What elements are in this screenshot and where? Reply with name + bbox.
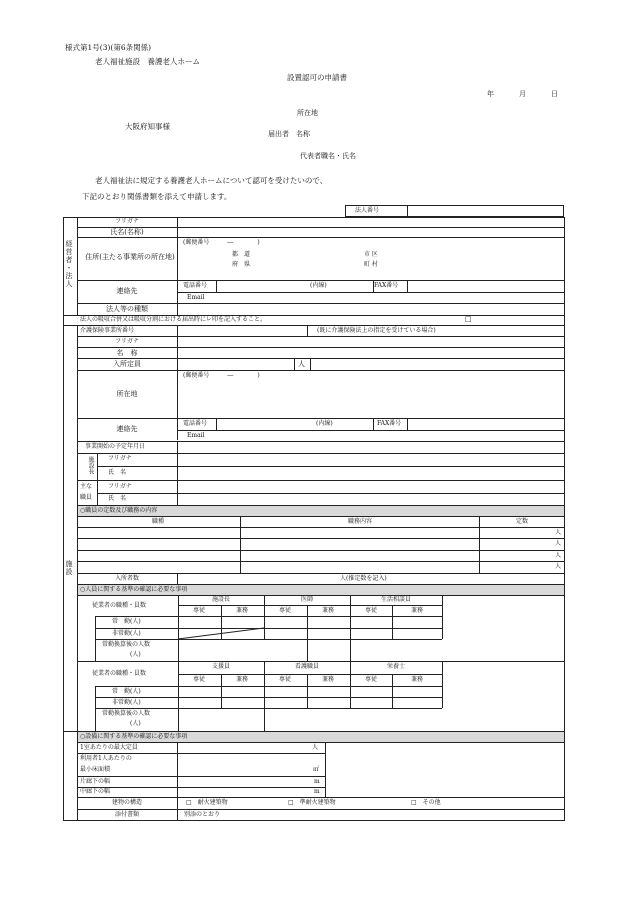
- start-date-label: 事業開始の予定年月日: [85, 443, 146, 450]
- corp-to: 都 道: [232, 251, 251, 258]
- corridor-single-label: 片廊下の幅: [80, 778, 111, 785]
- structure-option-semi-fireproof[interactable]: □ 準耐火建築物: [288, 799, 336, 806]
- criteria1-staff-kind: 従業者の職種・員数: [92, 602, 147, 609]
- criteria2-part-0: 兼務: [235, 676, 249, 683]
- criteria2-fte-unit: (人): [130, 720, 141, 727]
- equipment-section-title: ○設備に関する基準の確認に必要な事項: [80, 733, 188, 740]
- criteria1-full-0: 専従: [192, 607, 206, 614]
- criteria2-fte-label: 常勤換算後の人数: [102, 710, 151, 717]
- criteria2-staff-kind: 従業者の職種・員数: [92, 670, 147, 677]
- capacity-label: 入所定員: [113, 360, 141, 368]
- attachments-label: 添付書類: [114, 811, 140, 818]
- corp-number-label: 法人番号: [355, 207, 380, 214]
- criteria1-row-full: 常 勤(人): [112, 618, 141, 625]
- corp-email-label: Email: [187, 294, 205, 301]
- corridor-single-unit: m: [314, 778, 320, 785]
- date-year: 年: [487, 90, 494, 98]
- page-title: 設置認可の申請書: [287, 73, 347, 82]
- merger-note: 法人の吸収合併又は吸収分割における届出時にレ印を記入すること。: [80, 316, 267, 323]
- statement-line1: 老人福祉法に規定する養護老人ホームについて認可を受けたいので、: [95, 176, 328, 185]
- criteria2-part-1: 兼務: [321, 676, 335, 683]
- main-staff-label2: 職員: [80, 494, 93, 501]
- staff-unit-2: 人: [555, 540, 562, 547]
- facility-type: 老人福祉施設 養護老人ホーム: [95, 57, 200, 66]
- director-name: 氏 名: [108, 469, 127, 476]
- corridor-middle-unit: m: [314, 788, 320, 795]
- criteria2-part-2: 兼務: [410, 676, 424, 683]
- attachments-value: 別添のとおり: [184, 811, 221, 818]
- residents-unit: 人(推定数を記入): [340, 575, 387, 582]
- facility-postal: (郵便番号 ― ): [183, 372, 260, 379]
- criteria1-fte-label: 常勤換算後の人数: [102, 641, 151, 648]
- criteria2-full-0: 専従: [192, 676, 206, 683]
- residents-label: 入所者数: [114, 575, 140, 582]
- corp-contact-label: 連絡先: [116, 287, 138, 295]
- structure-option-fireproof[interactable]: □ 耐火建築物: [186, 799, 228, 806]
- criteria-section-title: ○人員に関する基準の確認に必要な事項: [80, 586, 188, 593]
- criteria1-fte-unit: (人): [130, 651, 141, 658]
- criteria1-part-1: 兼務: [321, 607, 335, 614]
- criteria1-group-2: 生活相談員: [380, 596, 412, 603]
- min-area-unit: ㎡: [313, 766, 320, 773]
- criteria2-row-part: 非常勤(人): [112, 699, 141, 706]
- statement-line2: 下記のとおり関係書類を添えて申請します。: [82, 192, 232, 201]
- facility-furigana-label: フリガナ: [115, 338, 139, 345]
- staff-col-count: 定数: [515, 518, 529, 525]
- criteria1-group-0: 施設長: [211, 596, 231, 603]
- facility-name-label: 名 称: [116, 349, 138, 357]
- criteria1-diagonal: [178, 628, 264, 639]
- main-staff-label1: 主な: [80, 483, 93, 490]
- criteria2-full-2: 専従: [364, 676, 378, 683]
- criteria1-full-2: 専従: [364, 607, 378, 614]
- merger-checkbox[interactable]: □: [465, 315, 472, 323]
- criteria1-row-part: 非常勤(人): [112, 630, 141, 637]
- corp-fax-label: FAX番号: [374, 282, 399, 289]
- addressee: 大阪府知事様: [125, 122, 170, 131]
- capacity-unit: 人: [298, 360, 305, 368]
- criteria2-full-1: 専従: [278, 676, 292, 683]
- facility-tel-label: 電話番号: [183, 420, 208, 427]
- corp-side-label: 経営者・法人: [65, 240, 73, 288]
- care-number-note: (既に介護保険法上の指定を受けている場合): [317, 327, 436, 334]
- max-room-unit: 人: [312, 744, 319, 751]
- applicant-label: 届出者 名称: [268, 130, 310, 138]
- facility-fax-label: FAX番号: [377, 420, 402, 427]
- representative-label: 代表者職名・氏名: [300, 152, 356, 160]
- director-label: 施設長: [87, 456, 94, 474]
- staff-unit-3: 人: [555, 552, 562, 559]
- max-room-label: 1室あたりの最大定員: [80, 744, 138, 751]
- facility-side-label: 施設: [65, 560, 73, 576]
- facility-contact-label: 連絡先: [116, 425, 138, 433]
- facility-location-label: 所在地: [116, 390, 138, 398]
- location-label: 所在地: [297, 109, 318, 117]
- director-furigana: フリガナ: [108, 455, 132, 462]
- criteria2-group-0: 支援員: [211, 663, 231, 670]
- corp-type-label: 法人等の種類: [106, 305, 148, 313]
- min-area-label1: 利用者1人あたりの: [80, 755, 132, 762]
- date-month: 月: [519, 90, 526, 98]
- facility-email-label: Email: [187, 432, 205, 439]
- min-area-label2: 最小床面積: [80, 766, 111, 773]
- staff-unit-4: 人: [555, 563, 562, 570]
- structure-label: 建物の構造: [111, 799, 143, 806]
- facility-ext-label: (内線): [316, 420, 333, 427]
- corp-fu: 府 県: [232, 261, 251, 268]
- care-number-label: 介護保険事業所番号: [80, 327, 135, 334]
- criteria2-row-full: 常 勤(人): [112, 688, 141, 695]
- corp-tel-label: 電話番号: [183, 282, 208, 289]
- staff-section-title: ○職員の定数及び職務の内容: [80, 507, 158, 514]
- staff-col-duty: 職務内容: [347, 518, 373, 525]
- corp-name-label: 氏名(名称): [110, 228, 144, 236]
- staff-col-job: 職種: [151, 518, 165, 525]
- corp-furigana-label: フリガナ: [115, 218, 139, 225]
- form-number: 様式第1号(3)(第6条関係): [65, 43, 152, 52]
- date-day: 日: [551, 90, 558, 98]
- corridor-middle-label: 中廊下の幅: [80, 788, 111, 795]
- structure-option-other[interactable]: □ その他: [411, 799, 441, 806]
- corp-postal: (郵便番号 ― ): [183, 239, 260, 246]
- corp-address-label: 住所(主たる事業所の所在地): [85, 253, 175, 261]
- main-staff-furigana: フリガナ: [108, 483, 132, 490]
- main-staff-name: 氏 名: [108, 495, 127, 502]
- criteria1-group-1: 医師: [300, 596, 314, 603]
- criteria2-group-2: 栄養士: [386, 663, 406, 670]
- corp-shi: 市 区: [364, 251, 378, 258]
- criteria1-full-1: 専従: [278, 607, 292, 614]
- criteria2-group-1: 看護職員: [294, 663, 320, 670]
- corp-cho: 町 村: [364, 261, 378, 268]
- criteria1-part-0: 兼務: [235, 607, 249, 614]
- criteria1-part-2: 兼務: [410, 607, 424, 614]
- corp-ext-label: (内線): [310, 282, 327, 289]
- staff-unit-1: 人: [555, 529, 562, 536]
